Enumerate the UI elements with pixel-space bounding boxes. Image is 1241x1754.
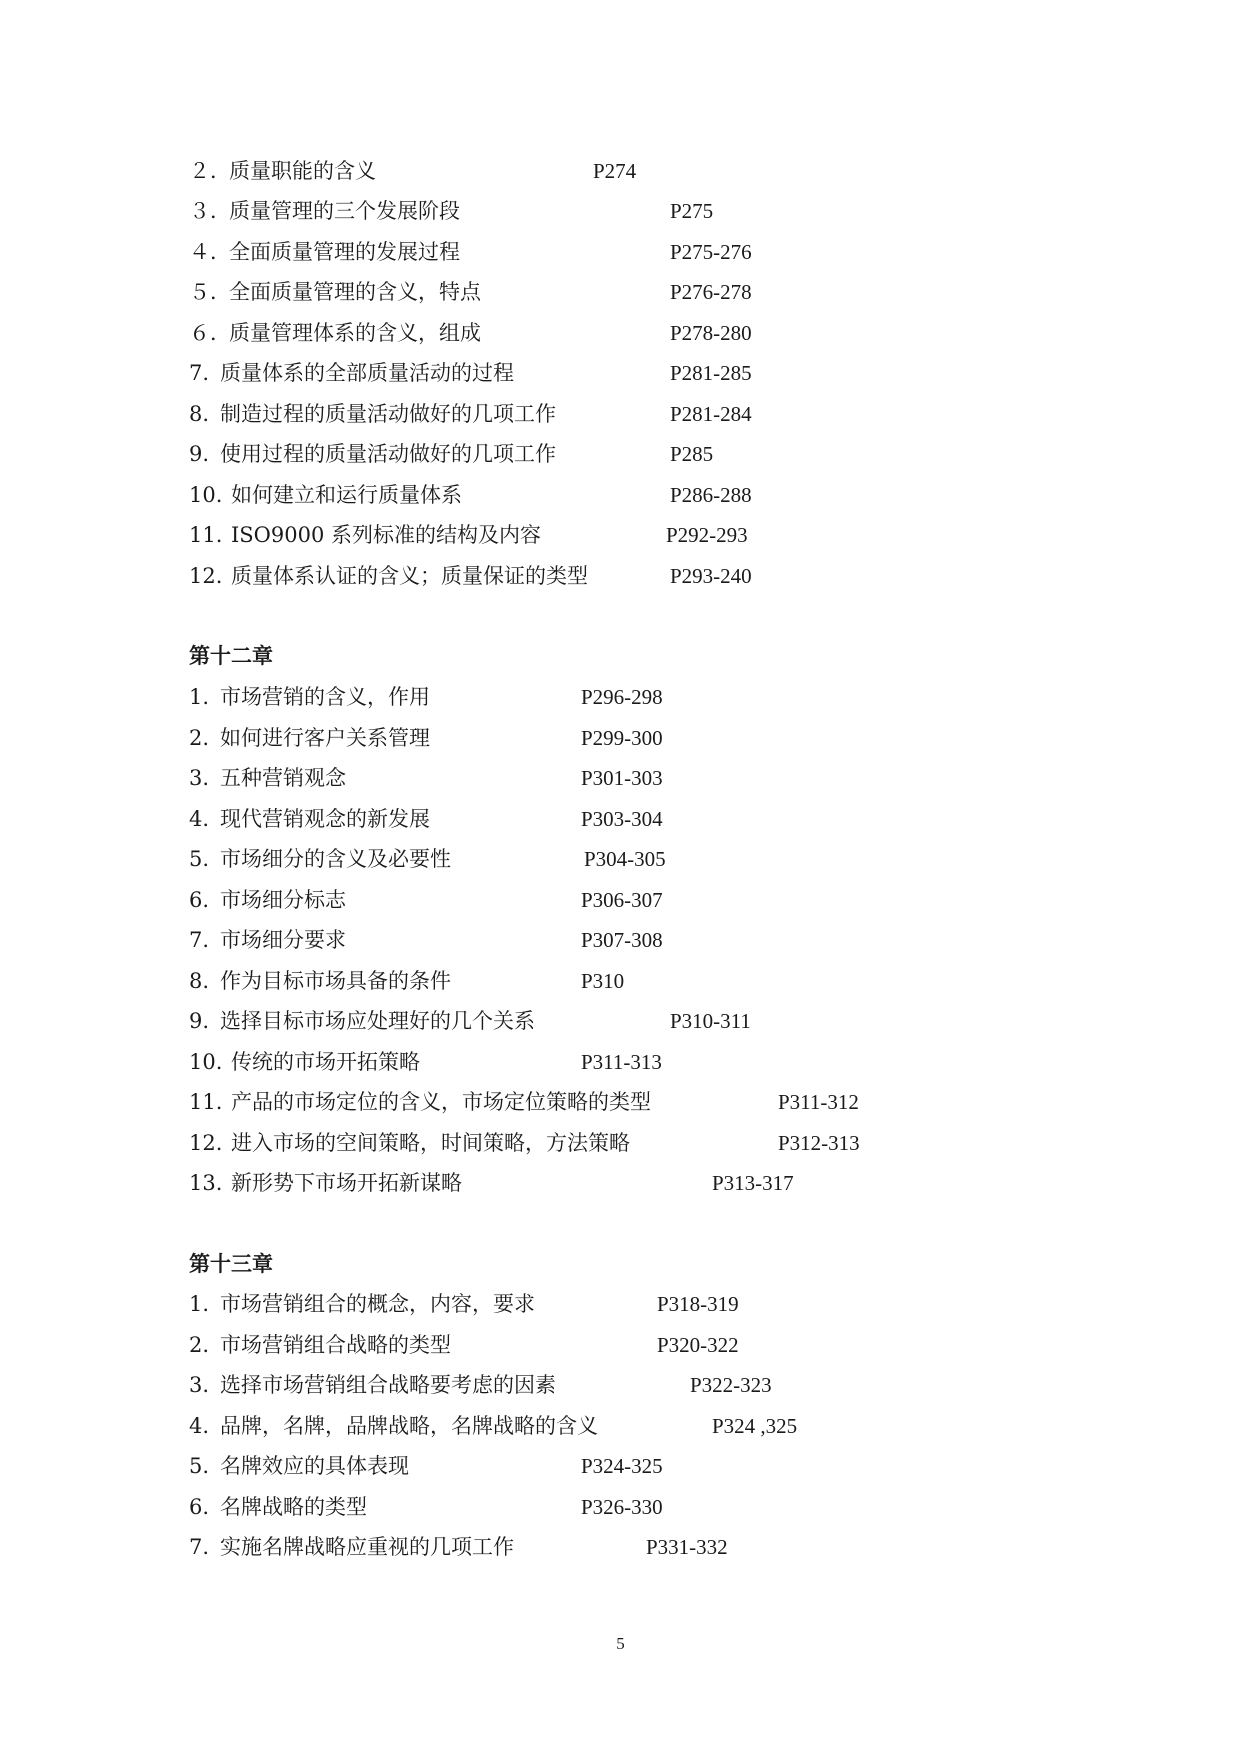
page-reference: P301-303 bbox=[581, 766, 663, 790]
page-reference: P331-332 bbox=[646, 1535, 728, 1559]
item-number: 8. bbox=[189, 969, 210, 993]
item-text: 市场营销组合战略的类型 bbox=[220, 1333, 451, 1357]
page-reference: P293-240 bbox=[670, 564, 752, 588]
page-reference: P276-278 bbox=[670, 280, 752, 304]
item-number: 9. bbox=[189, 442, 210, 466]
item-text: ISO9000 系列标准的结构及内容 bbox=[231, 523, 542, 547]
item-text: 现代营销观念的新发展 bbox=[220, 807, 430, 831]
item-number: 4. bbox=[189, 1414, 210, 1438]
item-number: 3. bbox=[189, 766, 210, 790]
page-reference: P278-280 bbox=[670, 321, 752, 345]
item-number: 10. bbox=[189, 483, 223, 507]
item-text: 作为目标市场具备的条件 bbox=[220, 969, 451, 993]
page-reference: P292-293 bbox=[666, 523, 748, 547]
page-reference: P285 bbox=[670, 442, 714, 466]
item-text: 传统的市场开拓策略 bbox=[231, 1050, 420, 1074]
page-reference: P286-288 bbox=[670, 483, 752, 507]
item-number: 5. bbox=[189, 1454, 210, 1478]
item-number: 7. bbox=[189, 1535, 210, 1559]
page-reference: P306-307 bbox=[581, 888, 663, 912]
item-number: 2. bbox=[189, 1333, 210, 1357]
item-text: 全面质量管理的发展过程 bbox=[229, 240, 460, 264]
item-number: 7. bbox=[189, 361, 210, 385]
item-number: ３． bbox=[189, 199, 231, 223]
page-reference: P274 bbox=[593, 159, 637, 183]
page-reference: P307-308 bbox=[581, 928, 663, 952]
item-number: 4. bbox=[189, 807, 210, 831]
item-number: 6. bbox=[189, 1495, 210, 1519]
item-number: 1. bbox=[189, 685, 210, 709]
page-reference: P299-300 bbox=[581, 726, 663, 750]
item-number: 3. bbox=[189, 1373, 210, 1397]
item-text: 名牌战略的类型 bbox=[220, 1495, 367, 1519]
item-text: 全面质量管理的含义，特点 bbox=[229, 280, 481, 304]
item-text: 名牌效应的具体表现 bbox=[220, 1454, 409, 1478]
page-reference: P312-313 bbox=[778, 1131, 860, 1155]
page-reference: P310 bbox=[581, 969, 625, 993]
page-reference: P296-298 bbox=[581, 685, 663, 709]
page-reference: P318-319 bbox=[657, 1292, 739, 1316]
item-text: 进入市场的空间策略，时间策略，方法策略 bbox=[231, 1131, 630, 1155]
chapter-heading: 第十二章 bbox=[189, 643, 273, 668]
page-reference: P310-311 bbox=[670, 1009, 751, 1033]
item-text: 五种营销观念 bbox=[220, 766, 346, 790]
item-text: 质量体系的全部质量活动的过程 bbox=[220, 361, 514, 385]
page-reference: P275 bbox=[670, 199, 714, 223]
page-reference: P281-285 bbox=[670, 361, 752, 385]
item-text: 选择目标市场应处理好的几个关系 bbox=[220, 1009, 535, 1033]
page-reference: P303-304 bbox=[581, 807, 663, 831]
item-text: 使用过程的质量活动做好的几项工作 bbox=[220, 442, 556, 466]
item-text: 市场细分要求 bbox=[220, 928, 346, 952]
item-number: ５． bbox=[189, 280, 231, 304]
item-text: 质量体系认证的含义；质量保证的类型 bbox=[231, 564, 588, 588]
page-reference: P313-317 bbox=[712, 1171, 794, 1195]
item-text: 制造过程的质量活动做好的几项工作 bbox=[220, 402, 556, 426]
chapter-heading: 第十三章 bbox=[189, 1251, 273, 1276]
item-text: 实施名牌战略应重视的几项工作 bbox=[220, 1535, 514, 1559]
item-number: 11. bbox=[189, 1090, 223, 1114]
item-number: 10. bbox=[189, 1050, 223, 1074]
item-number: 5. bbox=[189, 847, 210, 871]
page-number: 5 bbox=[616, 1634, 625, 1653]
item-number: 12. bbox=[189, 564, 223, 588]
item-text: 品牌，名牌，品牌战略，名牌战略的含义 bbox=[220, 1414, 598, 1438]
item-number: 11. bbox=[189, 523, 223, 547]
item-text: 如何建立和运行质量体系 bbox=[231, 483, 462, 507]
item-text: 市场细分标志 bbox=[220, 888, 346, 912]
page-reference: P311-312 bbox=[778, 1090, 859, 1114]
item-number: 13. bbox=[189, 1171, 223, 1195]
page-reference: P281-284 bbox=[670, 402, 752, 426]
item-number: 7. bbox=[189, 928, 210, 952]
item-number: ２． bbox=[189, 159, 231, 183]
item-number: 12. bbox=[189, 1131, 223, 1155]
page-reference: P311-313 bbox=[581, 1050, 662, 1074]
item-text: 市场营销的含义，作用 bbox=[220, 685, 430, 709]
item-number: 6. bbox=[189, 888, 210, 912]
page-reference: P322-323 bbox=[690, 1373, 772, 1397]
item-text: 市场营销组合的概念，内容，要求 bbox=[220, 1292, 535, 1316]
item-number: ６． bbox=[189, 321, 231, 345]
page-reference: P320-322 bbox=[657, 1333, 739, 1357]
item-number: 9. bbox=[189, 1009, 210, 1033]
item-text: 新形势下市场开拓新谋略 bbox=[231, 1171, 462, 1195]
item-text: 如何进行客户关系管理 bbox=[220, 726, 430, 750]
page-reference: P275-276 bbox=[670, 240, 752, 264]
page-reference: P304-305 bbox=[584, 847, 666, 871]
page-reference: P326-330 bbox=[581, 1495, 663, 1519]
item-number: ４． bbox=[189, 240, 231, 264]
item-number: 2. bbox=[189, 726, 210, 750]
item-text: 产品的市场定位的含义，市场定位策略的类型 bbox=[231, 1090, 651, 1114]
item-number: 8. bbox=[189, 402, 210, 426]
item-number: 1. bbox=[189, 1292, 210, 1316]
page-reference: P324-325 bbox=[581, 1454, 663, 1478]
item-text: 质量管理体系的含义，组成 bbox=[229, 321, 481, 345]
item-text: 选择市场营销组合战略要考虑的因素 bbox=[220, 1373, 556, 1397]
item-text: 质量管理的三个发展阶段 bbox=[229, 199, 460, 223]
item-text: 质量职能的含义 bbox=[229, 159, 376, 183]
item-text: 市场细分的含义及必要性 bbox=[220, 847, 451, 871]
page-reference: P324 ,325 bbox=[712, 1414, 798, 1438]
